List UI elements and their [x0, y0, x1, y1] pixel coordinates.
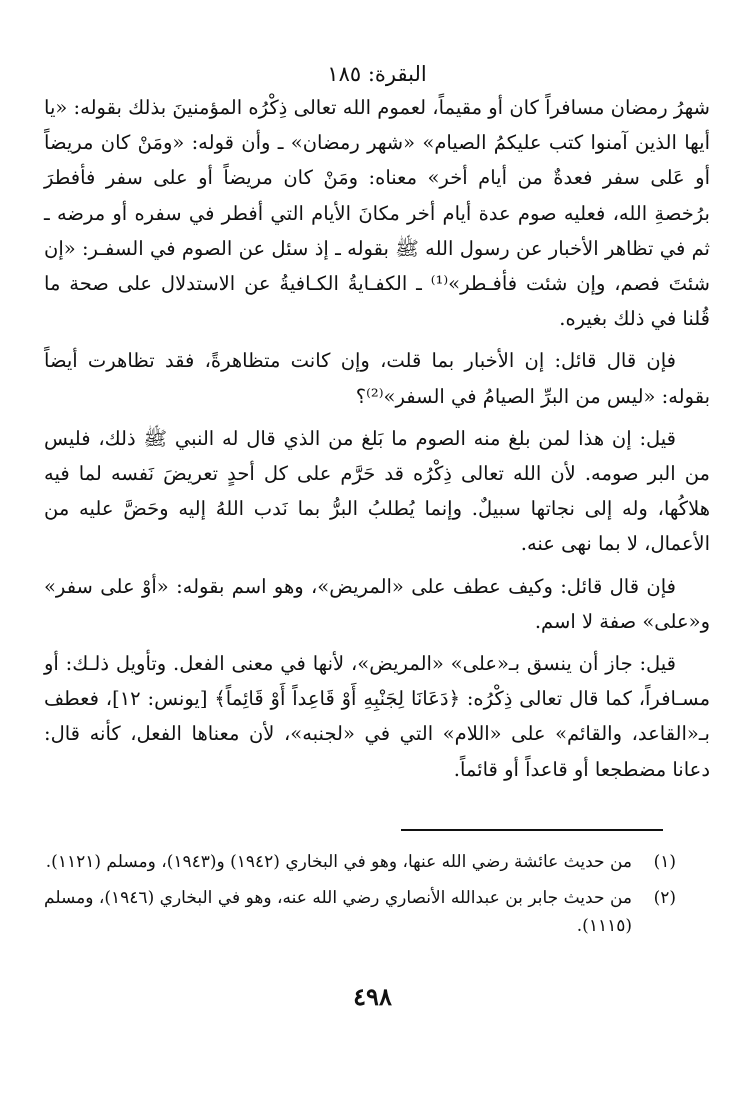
paragraph-2: فإن قال قائل: إن الأخبار بما قلت، وإن كانت متظاهرةً، فقد تظاهرت أيضاً بقوله: «ليس من البرِّ الصيامُ في السفر»⁽²⁾؟ — [44, 349, 710, 408]
footnote-number: (٢) — [653, 888, 676, 908]
page-body — [44, 60, 710, 794]
paragraph-4: فإن قال قائل: وكيف عطف على «المريض»، وهو اسم بقوله: «أوْ على سفر» و«على» صفة لا اسم. — [44, 574, 710, 633]
footnote-separator — [401, 829, 663, 831]
paragraph-3: قيل: إن هذا لمن بلغ منه الصوم ما بَلغ من الذي قال له النبي ﷺ ذلك، فليس من البر صومه. لأن الله تعالى ذِكْرُه قد حَرَّم على كل أحدٍ تعريضَ نَفسه لما فيه هلاكُها، وله إلى نجاتها سبيلٌ. وإنما يُطلبُ البرُّ بما نَدب اللهُ إليه وحَضَّ عليه من الأعمال، لا بما نهى عنه. — [44, 426, 710, 556]
running-header: البقرة: ١٨٥ — [327, 62, 427, 86]
footnote-text: من حديث جابر بن عبدالله الأنصاري رضي الله عنه، وهو في البخاري (١٩٤٦)، ومسلم (١١١٥). — [44, 888, 632, 936]
footnote-text: من حديث عائشة رضي الله عنها، وهو في البخاري (١٩٤٢) و(١٩٤٣)، ومسلم (١١٢١). — [45, 852, 632, 872]
footnotes — [44, 848, 676, 948]
footnote-1 — [44, 848, 676, 876]
footnote-number: (١) — [653, 852, 676, 872]
paragraph-1: شهرُ رمضان مسافراً كان أو مقيماً، لعموم الله تعالى ذِكْرُه المؤمنينَ بذلك بقوله: «يا أيها الذين آمنوا كتب عليكمُ الصيام» «شهر رمضان» ـ وأن قوله: «ومَنْ كان مريضاً أو عَلى سفر فعدةٌ من أيام أخر» معناه: ومَنْ كان مريضاً أو على سفر فأفطرَ برُخصةِ الله، فعليه صوم عدة أيام أخر مكانَ الأيام التي أفطر في سفره أو مرضه ـ ثم في تظاهر الأخبار عن رسول الله ﷺ بقوله ـ إذ سئل عن الصوم في السفـر: «إن شئتَ فصم، وإن شئت فأفـطر»⁽¹⁾ ـ الكفـايةُ الكـافيةُ عن الاستدلال على صحة ما قُلنا في ذلك بغيره. — [44, 96, 710, 331]
footnote-2 — [44, 884, 676, 940]
page-number: ٤٩٨ — [353, 982, 392, 1011]
paragraph-5: قيل: جاز أن ينسق بـ«على» «المريض»، لأنها في معنى الفعل. وتأويل ذلـك: أو مسـافراً، كما قال تعالى ذِكْرُه: ﴿دَعَانَا لِجَنْبِهِ أَوْ قَاعِداً أَوْ قَائِماً﴾ [يونس: ١٢]، فعطف بـ«القاعد، والقائم» على «اللام» التي في «لجنبه»، لأن معناها الفعل، كأنه قال: دعانا مضطجعا أو قاعداً أو قائماً. — [44, 652, 711, 781]
